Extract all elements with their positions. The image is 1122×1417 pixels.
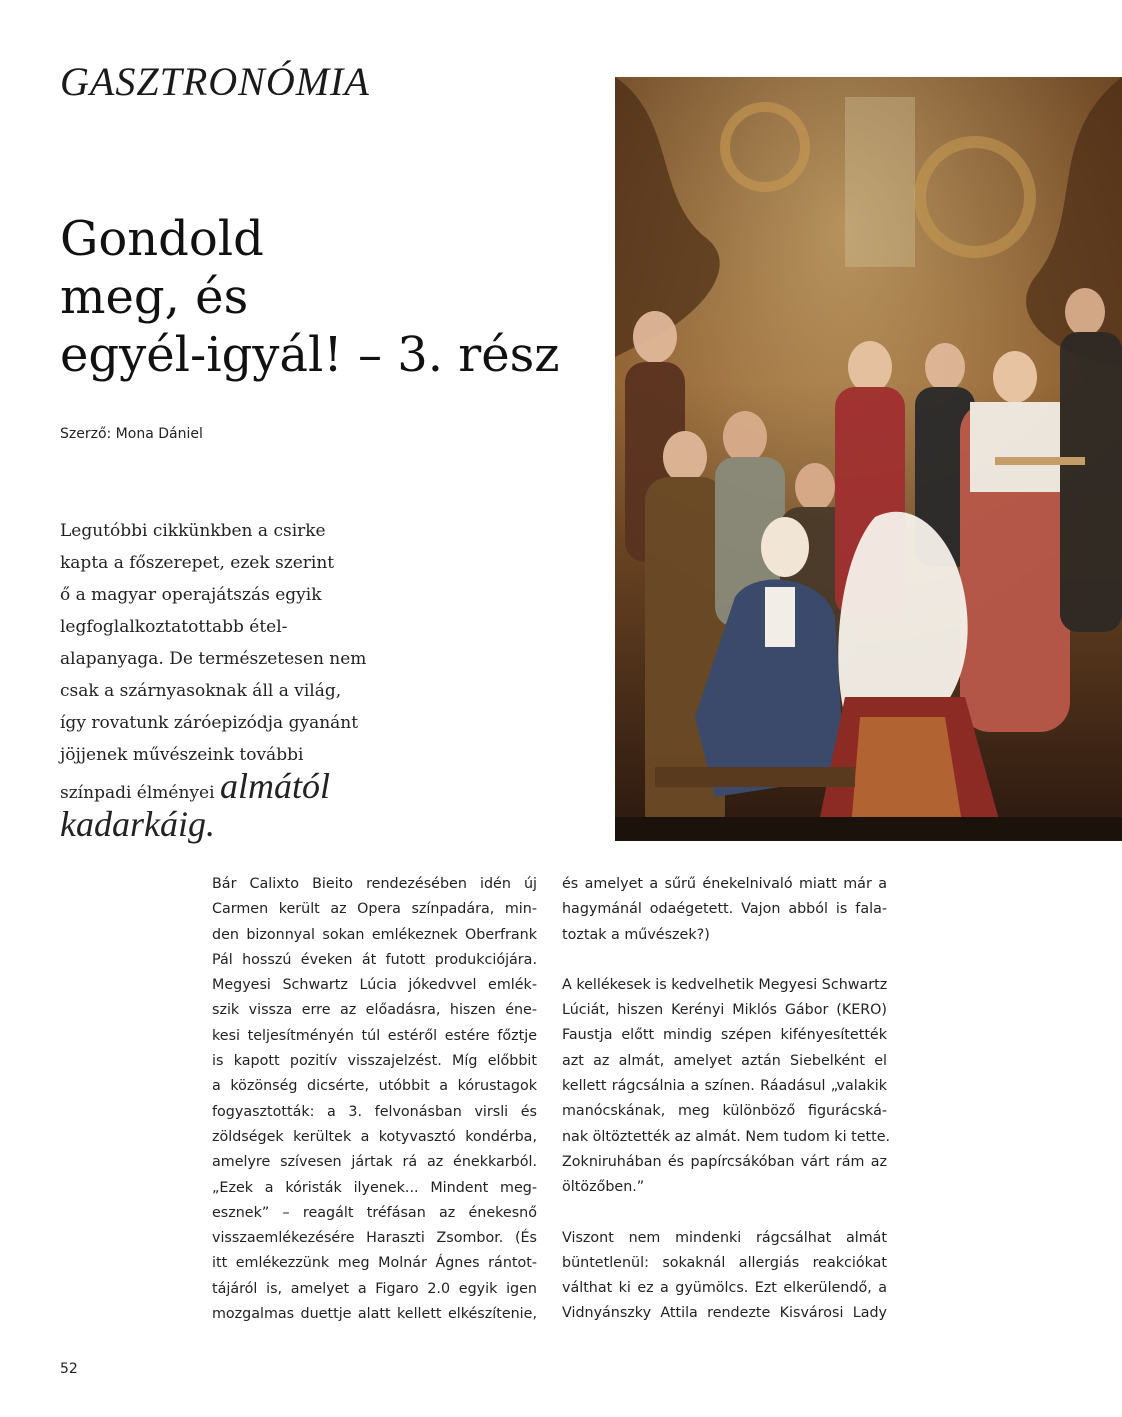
paragraph-gap [562,948,887,973]
body-line: mozgalmas duettje alatt kellett elkészítenie, [212,1306,537,1323]
body-line: válthat ki ez a gyümölcs. Ezt elkerülendő, a [562,1280,887,1297]
page-number: 52 [60,1361,78,1377]
body-line: manócskának, meg különböző figurácská- [562,1103,887,1120]
body-line: tájáról is, amelyet a Figaro 2.0 egyik igen [212,1280,537,1297]
lead-line: alapanyaga. De természetesen nem [60,649,367,669]
byline: Szerző: Mona Dániel [60,426,203,442]
body-line: toztak a művészek?) [562,926,710,943]
body-line: Carmen került az Opera színpadára, min- [212,901,537,918]
body-line: Bár Calixto Bieito rendezésében idén új [212,876,537,892]
section-label: GASZTRONÓMIA [60,59,370,104]
lead-emphasis-final: kadarkáig. [60,804,215,844]
lead-line: csak a szárnyasoknak áll a világ, [60,681,342,701]
lead-paragraph [60,515,405,844]
body-line: Megyesi Schwartz Lúcia jókedvvel emlék- [212,977,537,994]
body-line: esznek” – reagált tréfásan az énekesnő [212,1204,537,1221]
body-line: fogyasztották: a 3. felvonásban virsli és [212,1103,537,1120]
lead-line: Legutóbbi cikkünkben a csirke [60,521,326,541]
body-line: öltözőben.” [562,1179,645,1196]
body-line: a közönség dicsérte, utóbbit a kórustagok [212,1078,537,1095]
lead-line: ő a magyar operajátszás egyik [60,585,322,605]
body-line: Faustja előtt mindig szépen kifényesítették [562,1027,887,1044]
lead-emphasis: almától [219,766,330,806]
body-line: azt az almát, amelyet aztán Siebelként el [562,1052,887,1069]
stage-photo [615,77,1122,841]
lead-line: jöjjenek művészeink további [60,745,304,765]
body-line: itt emlékezzünk meg Molnár Ágnes rántot- [212,1255,537,1272]
body-line: Viszont nem mindenki rágcsálhat almát [562,1229,887,1246]
headline [60,210,610,384]
paragraph-gap [562,1201,887,1226]
body-line: Pál hosszú éveken át futott produkciójára. [212,951,537,968]
body-line: büntetlenül: sokaknál allergiás reakciókat [562,1254,887,1271]
body-line: den bizonnyal sokan emlékeznek Oberfrank [212,926,537,943]
body-line: is kapott pozitív visszajelzést. Míg előbbit [212,1053,537,1070]
body-line: nak öltöztették az almát. Nem tudom ki tette. [562,1128,891,1145]
body-line: zöldségek kerültek a kotyvasztó kondérba, [212,1128,537,1145]
body-line: Vidnyánszky Attila rendezte Kisvárosi Lady [562,1305,887,1322]
body-line: szik vissza erre az előadásra, hiszen éne- [212,1002,537,1019]
body-line: Lúciát, hiszen Kerényi Miklós Gábor (KERO) [562,1002,887,1019]
body-line: amelyre szívesen jártak rá az énekkarból. [212,1154,537,1171]
stage-photo-illustration [615,77,1122,841]
headline-line: meg, és [60,269,249,325]
lead-line: így rovatunk záróepizódja gyanánt [60,713,359,733]
body-line: hagymánál odaégetett. Vajon abból is fala- [562,901,887,918]
headline-line: egyél-igyál! – 3. rész [60,327,560,383]
body-line: kellett rágcsálnia a színen. Ráadásul „valakik [562,1078,887,1095]
headline-line: Gondold [60,211,264,267]
body-line: A kellékesek is kedvelhetik Megyesi Schwartz [562,976,888,993]
body-line: Zokniruhában és papírcsákóban várt rám az [562,1153,887,1170]
lead-line: legfoglalkoztatottabb étel- [60,617,288,637]
lead-line: kapta a főszerepet, ezek szerint [60,553,335,573]
body-line: visszaemlékezésére Haraszti Zsombor. (És [212,1230,537,1247]
body-line: kesi teljesítményén túl estéről estére főztje [212,1027,537,1044]
lead-last-prefix: színpadi élményei [60,783,220,803]
body-column-2 [562,872,891,1327]
body-column-1 [212,872,537,1327]
body-line: és amelyet a sűrű énekelnivaló miatt már a [562,876,887,892]
body-line: „Ezek a kóristák ilyenek... Mindent meg- [212,1179,537,1196]
